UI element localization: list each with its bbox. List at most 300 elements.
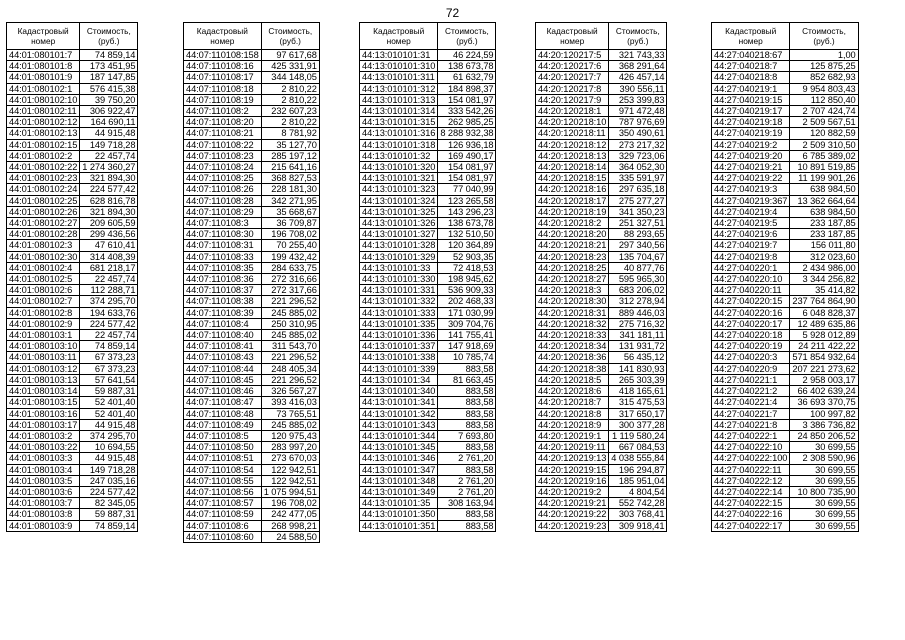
table-row	[184, 262, 320, 273]
cadastral-number: 44:27:040222:12	[712, 475, 790, 486]
table-row	[536, 139, 667, 150]
cost-value: 2 509 567,51	[790, 117, 858, 128]
cadastral-number: 44:01:080102:12	[7, 117, 80, 128]
cost-value: 883,58	[438, 386, 496, 397]
table-row	[7, 453, 138, 464]
table-row	[7, 50, 138, 61]
cost-value: 122 942,51	[261, 464, 319, 475]
cadastral-number: 44:01:080102:3	[7, 240, 80, 251]
table-row	[184, 94, 320, 105]
table-row	[7, 296, 138, 307]
cost-value: 24 588,50	[261, 531, 319, 542]
table-row	[184, 72, 320, 83]
cadastral-number: 44:07:110108:4	[184, 318, 262, 329]
table-row	[7, 240, 138, 251]
cost-value: 8 288 932,38	[438, 128, 496, 139]
table-row	[536, 106, 667, 117]
table-row	[536, 72, 667, 83]
cost-value: 30 699,55	[790, 520, 858, 531]
table-row	[7, 498, 138, 509]
table-row	[712, 307, 859, 318]
cost-value: 4 038 555,84	[609, 453, 667, 464]
table-row	[184, 162, 320, 173]
cost-value: 132 510,50	[438, 229, 496, 240]
cadastral-number: 44:07:110108:44	[184, 363, 262, 374]
table-row	[7, 363, 138, 374]
cost-value: 173 451,95	[80, 61, 138, 72]
table-row	[7, 397, 138, 408]
cadastral-number: 44:20:120218:1	[536, 106, 609, 117]
table-row	[7, 218, 138, 229]
cost-value: 13 362 664,64	[790, 195, 858, 206]
cadastral-number: 44:01:080102:11	[7, 106, 80, 117]
cadastral-number: 44:13:010101:31	[360, 50, 438, 61]
table-row	[536, 150, 667, 161]
cadastral-number: 44:07:110108:28	[184, 195, 262, 206]
cost-value: 7 693,80	[438, 430, 496, 441]
cost-value: 2 810,22	[261, 117, 319, 128]
cost-value: 30 699,55	[790, 442, 858, 453]
table-row	[712, 397, 859, 408]
cost-value: 156 011,80	[790, 240, 858, 251]
cadastral-number: 44:07:110108:29	[184, 206, 262, 217]
cadastral-number: 44:13:010101:344	[360, 430, 438, 441]
cadastral-number: 44:20:120218:31	[536, 307, 609, 318]
cadastral-number: 44:27:040219:4	[712, 206, 790, 217]
cadastral-number: 44:07:110108:38	[184, 296, 262, 307]
cadastral-number: 44:07:110108:59	[184, 509, 262, 520]
cadastral-table-2	[183, 22, 320, 543]
table-row	[712, 262, 859, 273]
cost-value: 67 373,23	[80, 352, 138, 363]
table-row	[536, 419, 667, 430]
cost-value: 40 877,76	[609, 262, 667, 273]
cost-value: 184 898,37	[438, 83, 496, 94]
cadastral-number: 44:13:010101:335	[360, 318, 438, 329]
table-row	[360, 318, 496, 329]
cadastral-number: 44:01:080102:5	[7, 274, 80, 285]
cost-value: 73 765,51	[261, 408, 319, 419]
cadastral-number: 44:01:080102:24	[7, 184, 80, 195]
cost-value: 149 718,28	[80, 139, 138, 150]
table-row	[360, 274, 496, 285]
cadastral-number: 44:20:120218:5	[536, 374, 609, 385]
cadastral-number: 44:13:010101:345	[360, 442, 438, 453]
table-row	[184, 509, 320, 520]
cadastral-number: 44:13:010101:325	[360, 206, 438, 217]
table-row	[184, 274, 320, 285]
cadastral-number: 44:01:080103:7	[7, 498, 80, 509]
cost-value: 265 303,39	[609, 374, 667, 385]
cadastral-number: 44:13:010101:340	[360, 386, 438, 397]
cost-value: 221 296,52	[261, 296, 319, 307]
cadastral-number: 44:13:010101:343	[360, 419, 438, 430]
table-row	[184, 397, 320, 408]
cost-value: 374 295,70	[80, 430, 138, 441]
cadastral-number: 44:07:110108:49	[184, 419, 262, 430]
cadastral-number: 44:13:010101:327	[360, 229, 438, 240]
table-row	[360, 486, 496, 497]
cadastral-number: 44:01:080102:28	[7, 229, 80, 240]
cost-value: 2 308 590,96	[790, 453, 858, 464]
cadastral-number: 44:07:110108:46	[184, 386, 262, 397]
table-row	[360, 442, 496, 453]
cost-value: 196 294,87	[609, 464, 667, 475]
table-row	[536, 184, 667, 195]
table-row	[712, 464, 859, 475]
table-row	[536, 520, 667, 531]
table-row	[536, 464, 667, 475]
cadastral-number: 44:07:110108:56	[184, 486, 262, 497]
cost-value: 171 030,99	[438, 307, 496, 318]
table-row	[360, 307, 496, 318]
table-row	[712, 498, 859, 509]
cadastral-number: 44:27:040218:8	[712, 72, 790, 83]
cost-value: 2 761,20	[438, 453, 496, 464]
cost-value: 971 472,48	[609, 106, 667, 117]
cadastral-number: 44:13:010101:323	[360, 184, 438, 195]
table-row	[536, 128, 667, 139]
cadastral-number: 44:20:120217:5	[536, 50, 609, 61]
cost-value: 2 958 003,17	[790, 374, 858, 385]
cost-value: 196 708,02	[261, 498, 319, 509]
table-row	[712, 274, 859, 285]
table-row	[360, 464, 496, 475]
cost-value: 273 670,03	[261, 453, 319, 464]
cost-value: 638 984,50	[790, 206, 858, 217]
cost-value: 245 885,02	[261, 419, 319, 430]
cadastral-number: 44:13:010101:310	[360, 61, 438, 72]
cost-value: 6 048 828,37	[790, 307, 858, 318]
cost-value: 1 274 360,27	[80, 162, 138, 173]
table-row	[360, 419, 496, 430]
cadastral-number: 44:01:080102:30	[7, 251, 80, 262]
table-row	[536, 475, 667, 486]
table-row	[360, 285, 496, 296]
cost-value: 576 415,38	[80, 83, 138, 94]
cost-value: 2 761,20	[438, 486, 496, 497]
cadastral-number: 44:27:040219:19	[712, 128, 790, 139]
table-row	[184, 106, 320, 117]
cost-value: 81 663,45	[438, 374, 496, 385]
table-row	[536, 330, 667, 341]
table-row	[712, 150, 859, 161]
cadastral-number: 44:20:120219:23	[536, 520, 609, 531]
table-row	[184, 363, 320, 374]
header-cost: Стоимость, (руб.)	[790, 23, 858, 50]
cost-value: 228 181,30	[261, 184, 319, 195]
table-row	[7, 184, 138, 195]
cadastral-number: 44:13:010101:315	[360, 117, 438, 128]
cadastral-number: 44:27:040219:367	[712, 195, 790, 206]
cadastral-table-4	[535, 22, 667, 532]
cadastral-number: 44:20:120219:16	[536, 475, 609, 486]
cadastral-number: 44:01:080102:7	[7, 296, 80, 307]
cadastral-number: 44:27:040220:9	[712, 363, 790, 374]
table-row	[184, 498, 320, 509]
cadastral-number: 44:27:040218:67	[712, 50, 790, 61]
cadastral-number: 44:07:110108:37	[184, 285, 262, 296]
cost-value: 326 567,27	[261, 386, 319, 397]
cadastral-number: 44:13:010101:339	[360, 363, 438, 374]
table-row	[712, 453, 859, 464]
cost-value: 154 081,97	[438, 162, 496, 173]
cost-value: 56 435,12	[609, 352, 667, 363]
cost-value: 24 850 206,52	[790, 430, 858, 441]
cadastral-number: 44:01:080102:10	[7, 94, 80, 105]
cadastral-number: 44:07:110108:47	[184, 397, 262, 408]
table-row	[536, 408, 667, 419]
table-row	[7, 139, 138, 150]
cadastral-number: 44:27:040220:1	[712, 262, 790, 273]
cadastral-number: 44:07:110108:55	[184, 475, 262, 486]
cadastral-number: 44:13:010101:336	[360, 330, 438, 341]
table-row	[184, 442, 320, 453]
table-row	[712, 341, 859, 352]
cost-value: 341 350,23	[609, 206, 667, 217]
cost-value: 22 457,74	[80, 274, 138, 285]
cost-value: 138 673,78	[438, 61, 496, 72]
table-row	[360, 330, 496, 341]
cost-value: 595 965,30	[609, 274, 667, 285]
cadastral-number: 44:13:010101:330	[360, 274, 438, 285]
cadastral-number: 44:13:010101:332	[360, 296, 438, 307]
cadastral-number: 44:13:010101:331	[360, 285, 438, 296]
cadastral-number: 44:13:010101:333	[360, 307, 438, 318]
cost-value: 2 761,20	[438, 475, 496, 486]
cadastral-number: 44:27:040220:16	[712, 307, 790, 318]
cadastral-number: 44:07:110108:36	[184, 274, 262, 285]
cost-value: 425 331,91	[261, 61, 319, 72]
cost-value: 390 556,11	[609, 83, 667, 94]
cadastral-number: 44:01:080103:3	[7, 453, 80, 464]
cost-value: 61 632,79	[438, 72, 496, 83]
table-row	[7, 94, 138, 105]
cadastral-table-1	[6, 22, 138, 532]
table-row	[184, 374, 320, 385]
cadastral-number: 44:13:010101:350	[360, 509, 438, 520]
table-row	[536, 117, 667, 128]
cost-value: 36 709,87	[261, 218, 319, 229]
cadastral-number: 44:07:110108:51	[184, 453, 262, 464]
cost-value: 185 951,04	[609, 475, 667, 486]
cadastral-number: 44:27:040220:15	[712, 296, 790, 307]
cost-value: 883,58	[438, 408, 496, 419]
table-row	[712, 240, 859, 251]
table-row	[712, 386, 859, 397]
cost-value: 147 918,69	[438, 341, 496, 352]
cadastral-number: 44:20:120218:36	[536, 352, 609, 363]
cadastral-number: 44:01:080103:1	[7, 330, 80, 341]
cadastral-number: 44:13:010101:33	[360, 262, 438, 273]
cost-value: 70 255,40	[261, 240, 319, 251]
table-row	[184, 229, 320, 240]
table-row	[7, 262, 138, 273]
table-row	[360, 206, 496, 217]
cost-value: 138 673,78	[438, 218, 496, 229]
cadastral-number: 44:13:010101:349	[360, 486, 438, 497]
cost-value: 149 718,28	[80, 464, 138, 475]
cost-value: 44 915,48	[80, 453, 138, 464]
cadastral-number: 44:27:040222:11	[712, 464, 790, 475]
table-row	[712, 50, 859, 61]
cost-value: 315 475,53	[609, 397, 667, 408]
cadastral-number: 44:01:080103:11	[7, 352, 80, 363]
cadastral-number: 44:20:120219:13	[536, 453, 609, 464]
cost-value: 283 997,20	[261, 442, 319, 453]
cost-value: 536 909,33	[438, 285, 496, 296]
cost-value: 10 891 519,85	[790, 162, 858, 173]
cost-value: 368 827,53	[261, 173, 319, 184]
cadastral-number: 44:13:010101:326	[360, 218, 438, 229]
cost-value: 10 785,74	[438, 352, 496, 363]
table-row	[7, 173, 138, 184]
table-row	[712, 128, 859, 139]
cadastral-number: 44:20:120218:14	[536, 162, 609, 173]
cost-value: 59 887,31	[80, 509, 138, 520]
table-row	[536, 240, 667, 251]
table-row	[712, 72, 859, 83]
table-row	[184, 195, 320, 206]
table-row	[7, 520, 138, 531]
cost-value: 8 781,92	[261, 128, 319, 139]
cadastral-number: 44:07:110108:30	[184, 229, 262, 240]
table-row	[360, 128, 496, 139]
cadastral-number: 44:01:080102:4	[7, 262, 80, 273]
table-row	[360, 352, 496, 363]
cost-value: 30 699,55	[790, 475, 858, 486]
cadastral-number: 44:20:120218:33	[536, 330, 609, 341]
table-row	[360, 408, 496, 419]
cost-value: 251 327,51	[609, 218, 667, 229]
cadastral-number: 44:27:040220:17	[712, 318, 790, 329]
cost-value: 418 165,61	[609, 386, 667, 397]
table-row	[712, 94, 859, 105]
cadastral-number: 44:01:080103:13	[7, 374, 80, 385]
table-row	[360, 139, 496, 150]
cost-value: 329 723,06	[609, 150, 667, 161]
cadastral-number: 44:20:120219:21	[536, 498, 609, 509]
table-row	[184, 251, 320, 262]
cadastral-number: 44:07:110108:2	[184, 106, 262, 117]
cost-value: 314 408,39	[80, 251, 138, 262]
cost-value: 787 976,69	[609, 117, 667, 128]
cadastral-number: 44:07:110108:158	[184, 50, 262, 61]
table-row	[360, 262, 496, 273]
cadastral-number: 44:27:040222:14	[712, 486, 790, 497]
cadastral-number: 44:01:080103:2	[7, 430, 80, 441]
cost-value: 112 850,40	[790, 94, 858, 105]
cadastral-number: 44:27:040219:20	[712, 150, 790, 161]
cadastral-number: 44:01:080102:25	[7, 195, 80, 206]
table-row	[712, 330, 859, 341]
cost-value: 44 915,48	[80, 419, 138, 430]
cost-value: 46 224,59	[438, 50, 496, 61]
cost-value: 35 127,70	[261, 139, 319, 150]
table-row	[184, 430, 320, 441]
table-row	[360, 509, 496, 520]
cost-value: 3 344 256,82	[790, 274, 858, 285]
table-row	[712, 509, 859, 520]
cost-value: 268 998,21	[261, 520, 319, 531]
cadastral-number: 44:20:120218:7	[536, 397, 609, 408]
cost-value: 232 607,23	[261, 106, 319, 117]
cadastral-number: 44:07:110108:26	[184, 184, 262, 195]
cost-value: 44 915,48	[80, 128, 138, 139]
table-row	[712, 173, 859, 184]
cost-value: 242 477,05	[261, 509, 319, 520]
cadastral-number: 44:13:010101:32	[360, 150, 438, 161]
cost-value: 2 810,22	[261, 83, 319, 94]
cadastral-number: 44:07:110108:5	[184, 430, 262, 441]
cost-value: 125 875,25	[790, 61, 858, 72]
cadastral-number: 44:20:120217:9	[536, 94, 609, 105]
table-row	[536, 397, 667, 408]
table-row	[712, 486, 859, 497]
cost-value: 2 707 424,74	[790, 106, 858, 117]
cadastral-number: 44:20:120218:2	[536, 218, 609, 229]
cost-value: 1,00	[790, 50, 858, 61]
cadastral-number: 44:01:080101:9	[7, 72, 80, 83]
cost-value: 154 081,97	[438, 173, 496, 184]
cadastral-number: 44:13:010101:312	[360, 83, 438, 94]
cost-value: 667 084,53	[609, 442, 667, 453]
table-row	[536, 162, 667, 173]
cadastral-number: 44:01:080102:23	[7, 173, 80, 184]
table-row	[7, 128, 138, 139]
table-row	[536, 430, 667, 441]
cadastral-number: 44:27:040221:7	[712, 408, 790, 419]
table-row	[7, 162, 138, 173]
cost-value: 202 468,33	[438, 296, 496, 307]
table-row	[712, 296, 859, 307]
cost-value: 883,58	[438, 442, 496, 453]
cadastral-number: 44:20:120218:12	[536, 139, 609, 150]
cadastral-number: 44:27:040220:19	[712, 341, 790, 352]
cost-value: 74 859,14	[80, 50, 138, 61]
cost-value: 126 936,18	[438, 139, 496, 150]
cost-value: 233 187,85	[790, 229, 858, 240]
cadastral-number: 44:13:010101:348	[360, 475, 438, 486]
cadastral-number: 44:27:040221:2	[712, 386, 790, 397]
table-row	[712, 139, 859, 150]
cadastral-number: 44:01:080103:9	[7, 520, 80, 531]
cost-value: 368 291,64	[609, 61, 667, 72]
cost-value: 341 181,11	[609, 330, 667, 341]
table-row	[360, 173, 496, 184]
cost-value: 12 489 635,86	[790, 318, 858, 329]
table-row	[184, 218, 320, 229]
table-row	[536, 206, 667, 217]
cadastral-number: 44:20:120218:15	[536, 173, 609, 184]
cadastral-number: 44:27:040219:8	[712, 251, 790, 262]
header-cost: Стоимость, (руб.)	[261, 23, 319, 50]
cost-value: 364 052,30	[609, 162, 667, 173]
cadastral-number: 44:27:040219:3	[712, 184, 790, 195]
cost-value: 30 699,55	[790, 509, 858, 520]
cadastral-number: 44:20:120218:16	[536, 184, 609, 195]
cadastral-number: 44:07:110108:48	[184, 408, 262, 419]
table-row	[360, 229, 496, 240]
table-row	[360, 184, 496, 195]
table-row	[7, 274, 138, 285]
table-row	[7, 229, 138, 240]
cadastral-number: 44:07:110108:24	[184, 162, 262, 173]
cost-value: 299 436,56	[80, 229, 138, 240]
cost-value: 250 310,95	[261, 318, 319, 329]
cadastral-number: 44:01:080103:10	[7, 341, 80, 352]
table-row	[184, 173, 320, 184]
